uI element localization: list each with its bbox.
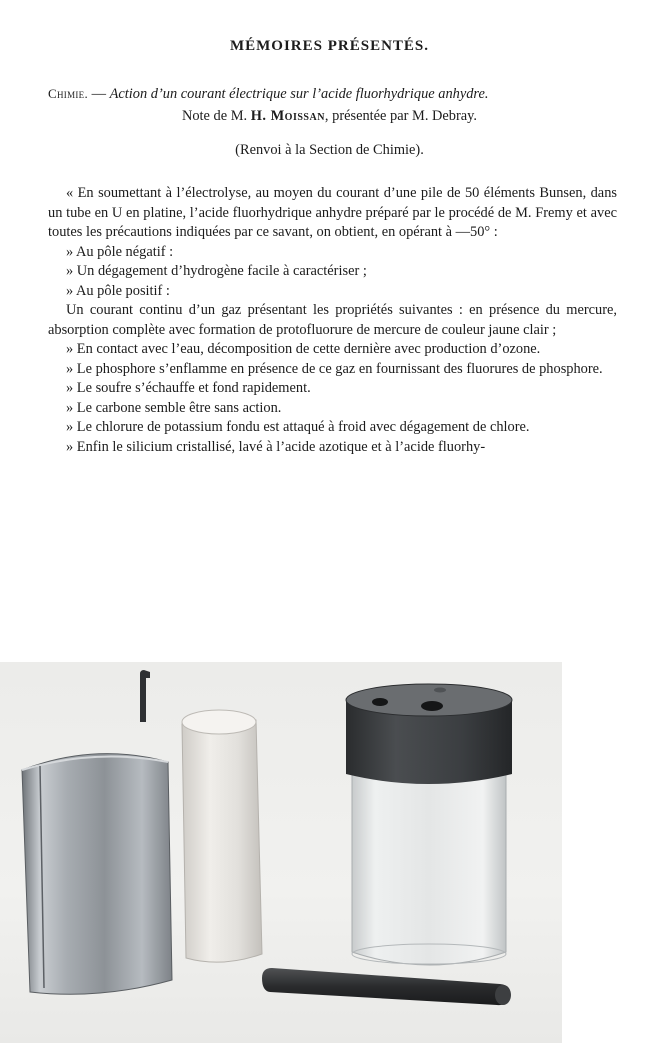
renvoi-line: (Renvoi à la Section de Chimie). <box>235 142 424 158</box>
article-title-line <box>48 86 628 103</box>
paragraph: » Au pôle positif : <box>66 282 170 299</box>
carbon-rod <box>262 968 511 1005</box>
paragraph: » Au pôle négatif : <box>66 243 174 260</box>
paragraph: » Le carbone semble être sans action. <box>66 399 282 416</box>
paragraph: » Le soufre s’échauffe et fond rapidement. <box>66 380 311 396</box>
paragraph: » Le chlorure de potassium fondu est attaqué à froid avec dégagement de chlore. <box>66 419 530 435</box>
paragraph: » En contact avec l’eau, décomposition de cette dernière avec production d’ozone. <box>66 341 541 357</box>
paragraph: « En soumettant à l’électrolyse, au moyen du courant d’une pile de 50 éléments Bunsen, dans un tube en U en platine, l’acide fluorhydrique anhydre préparé par le procédé de M. Fremy et avec toutes les précautions indiquées par ce savant, on obtient, en opérant à —50° : <box>48 185 617 240</box>
title-dash: — <box>88 86 110 102</box>
section-header: MÉMOIRES PRÉSENTÉS. <box>229 38 430 54</box>
author-note <box>0 108 659 125</box>
metal-cylinder <box>22 670 172 994</box>
apparatus-photo-drawing <box>0 662 562 1043</box>
note-suffix: , présentée par M. Debray. <box>324 108 478 124</box>
apparatus-photo <box>0 662 562 1043</box>
paragraph: » Enfin le silicium cristallisé, lavé à l’acide azotique et à l’acide fluorhy- <box>66 438 486 455</box>
article-title: Action d’un courant électrique sur l’acide fluorhydrique anhydre. <box>109 86 489 102</box>
paragraph: » Un dégagement d’hydrogène facile à caractériser ; <box>66 263 367 279</box>
porcelain-cup <box>182 710 262 962</box>
author-name: H. Moissan <box>250 108 325 124</box>
article-body <box>48 184 617 457</box>
glass-jar <box>346 684 512 965</box>
paragraph: Un courant continu d’un gaz présentant les propriétés suivantes : en présence du mercure, absorption complète avec formation de protofluorure de mercure de couleur jaune clair ; <box>48 302 617 338</box>
paragraph: » Le phosphore s’enflamme en présence de ce gaz en fournissant des fluorures de phosphore. <box>66 360 603 377</box>
note-prefix: Note de M. <box>181 108 251 124</box>
category-label: Chimie. <box>48 86 89 101</box>
